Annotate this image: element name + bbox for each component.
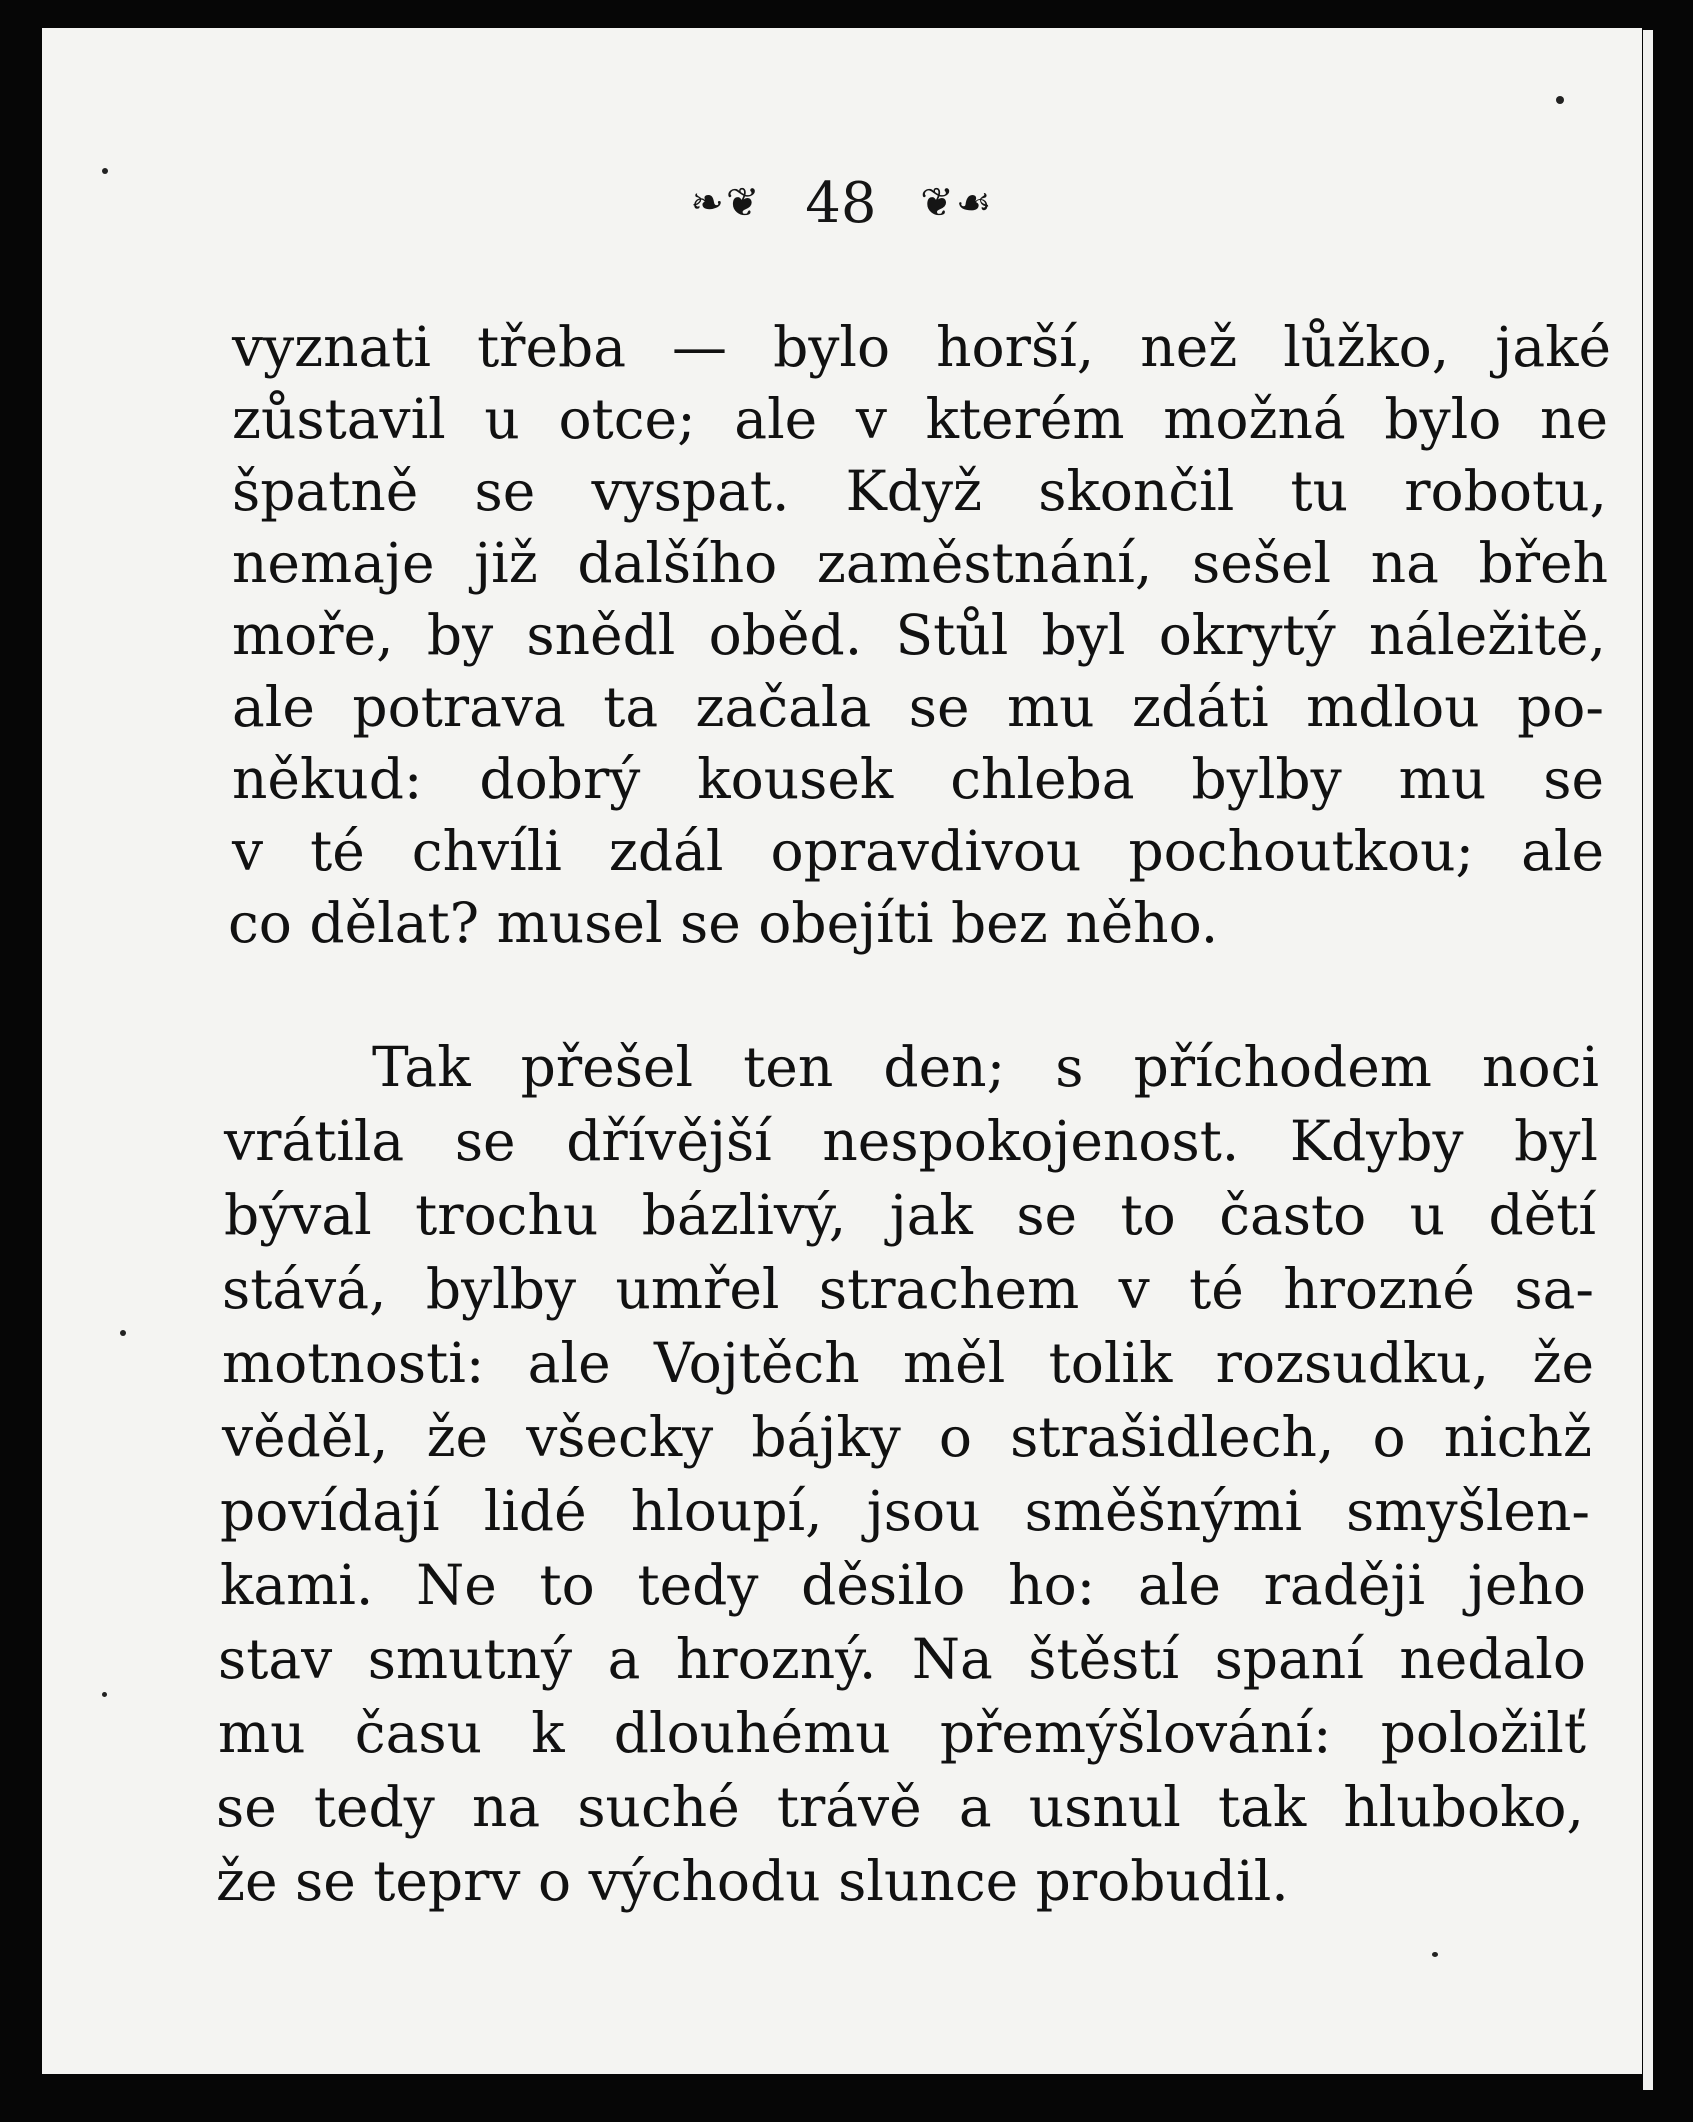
left-ornament-icon: ❧❦ <box>690 180 762 226</box>
text-line: býval trochu bázlivý, jak se to často u dětí <box>224 1183 1596 1247</box>
text-line: věděl, že všecky bájky o strašidlech, o nichž <box>222 1405 1592 1469</box>
page-edge <box>1643 30 1653 2090</box>
scan-speck <box>120 1330 126 1336</box>
right-ornament-icon: ❦☙ <box>920 180 994 226</box>
text-line: vyznati třeba — bylo horší, než lůžko, jaké <box>232 315 1611 379</box>
text-line: nemaje již dalšího zaměstnání, sešel na břeh <box>232 531 1608 595</box>
text-line: v té chvíli zdál opravdivou pochoutkou; ale <box>232 819 1604 883</box>
scan-speck <box>1432 1952 1438 1957</box>
text-line: zůstavil u otce; ale v kterém možná bylo ne <box>232 387 1608 451</box>
text-line: motnosti: ale Vojtěch měl tolik rozsudku, že <box>222 1331 1594 1395</box>
text-line: kami. Ne to tedy děsilo ho: ale raději jeho <box>220 1553 1586 1617</box>
text-line: co dělat? musel se obejíti bez něho. <box>228 891 1219 955</box>
text-line: mu času k dlouhému přemýšlování: položilť <box>218 1701 1586 1765</box>
text-line: stav smutný a hrozný. Na štěstí spaní nedalo <box>218 1627 1586 1691</box>
text-line: ale potrava ta začala se mu zdáti mdlou po- <box>232 675 1604 739</box>
book-page <box>42 28 1642 2074</box>
text-line: stává, bylby umřel strachem v té hrozné sa- <box>222 1257 1594 1321</box>
text-line: vrátila se dřívější nespokojenost. Kdyby byl <box>224 1109 1598 1173</box>
text-line: moře, by snědl oběd. Stůl byl okrytý náležitě, <box>232 603 1606 667</box>
text-line: se tedy na suché trávě a usnul tak hluboko, <box>216 1775 1584 1839</box>
scan-speck <box>1556 96 1564 104</box>
text-line: někud: dobrý kousek chleba bylby mu se <box>232 747 1604 811</box>
text-line: Tak přešel ten den; s příchodem noci <box>372 1035 1599 1099</box>
text-line: špatně se vyspat. Když skončil tu robotu, <box>232 459 1607 523</box>
page-number: 48 <box>805 171 877 236</box>
scan-speck <box>102 168 108 174</box>
text-line: že se teprv o východu slunce probudil. <box>216 1849 1289 1913</box>
running-header <box>42 171 1642 236</box>
text-line: povídají lidé hloupí, jsou směšnými smyšlen- <box>220 1479 1590 1543</box>
scan-speck <box>102 1692 107 1697</box>
